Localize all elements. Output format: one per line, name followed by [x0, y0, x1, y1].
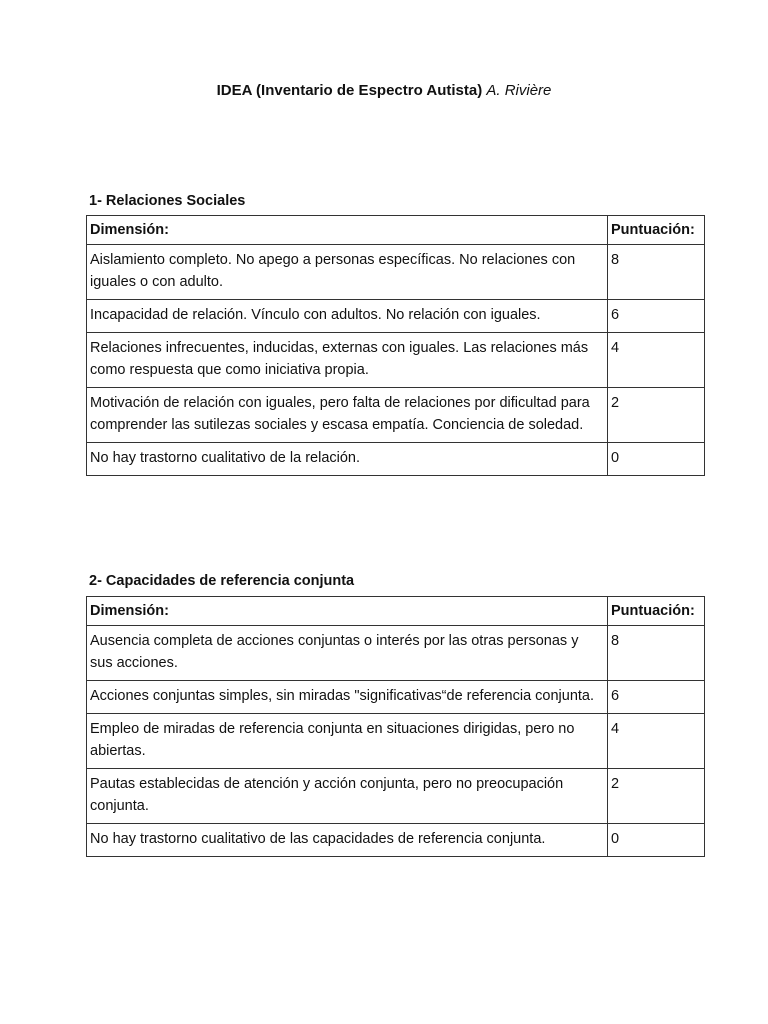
- dimension-cell: Pautas establecidas de atención y acción conjunta, pero no preocupación conjunta.: [87, 769, 608, 824]
- document-title-main: IDEA (Inventario de Espectro Autista): [216, 82, 483, 99]
- column-header-score: Puntuación:: [608, 216, 705, 245]
- dimension-cell: Motivación de relación con iguales, pero falta de relaciones por dificultad para comprender las sutilezas sociales y escasa empatía. Conciencia de soledad.: [87, 388, 608, 443]
- section-heading-relaciones-sociales: 1- Relaciones Sociales: [89, 193, 246, 209]
- table-header-row: [87, 597, 705, 626]
- score-cell: 4: [608, 333, 705, 388]
- dimension-cell: Empleo de miradas de referencia conjunta en situaciones dirigidas, pero no abiertas.: [87, 714, 608, 769]
- score-cell: 8: [608, 245, 705, 300]
- score-cell: 8: [608, 626, 705, 681]
- score-cell: 0: [608, 443, 705, 476]
- document-title-author: A. Rivière: [486, 82, 552, 99]
- table-row: [87, 626, 705, 681]
- dimension-cell: Incapacidad de relación. Vínculo con adultos. No relación con iguales.: [87, 300, 608, 333]
- score-cell: 4: [608, 714, 705, 769]
- dimension-cell: No hay trastorno cualitativo de la relación.: [87, 443, 608, 476]
- table-row: [87, 769, 705, 824]
- table-row: [87, 300, 705, 333]
- table-row: [87, 443, 705, 476]
- table-row: [87, 714, 705, 769]
- score-cell: 6: [608, 300, 705, 333]
- table-header-row: [87, 216, 705, 245]
- section-heading-referencia-conjunta: 2- Capacidades de referencia conjunta: [89, 573, 355, 589]
- column-header-score: Puntuación:: [608, 597, 705, 626]
- score-table-referencia-conjunta: [86, 596, 705, 857]
- dimension-cell: No hay trastorno cualitativo de las capacidades de referencia conjunta.: [87, 824, 608, 857]
- table-row: [87, 824, 705, 857]
- dimension-cell: Ausencia completa de acciones conjuntas o interés por las otras personas y sus acciones.: [87, 626, 608, 681]
- column-header-dimension: Dimensión:: [87, 597, 608, 626]
- column-header-dimension: Dimensión:: [87, 216, 608, 245]
- document-title: [0, 82, 768, 99]
- score-cell: 6: [608, 681, 705, 714]
- score-table-relaciones-sociales: [86, 215, 705, 476]
- score-cell: 0: [608, 824, 705, 857]
- table-row: [87, 388, 705, 443]
- dimension-cell: Relaciones infrecuentes, inducidas, externas con iguales. Las relaciones más como respuesta que como iniciativa propia.: [87, 333, 608, 388]
- table-row: [87, 245, 705, 300]
- dimension-cell: Aislamiento completo. No apego a personas específicas. No relaciones con iguales o con adulto.: [87, 245, 608, 300]
- table-row: [87, 681, 705, 714]
- score-cell: 2: [608, 769, 705, 824]
- score-cell: 2: [608, 388, 705, 443]
- dimension-cell: Acciones conjuntas simples, sin miradas "significativas“de referencia conjunta.: [87, 681, 608, 714]
- table-row: [87, 333, 705, 388]
